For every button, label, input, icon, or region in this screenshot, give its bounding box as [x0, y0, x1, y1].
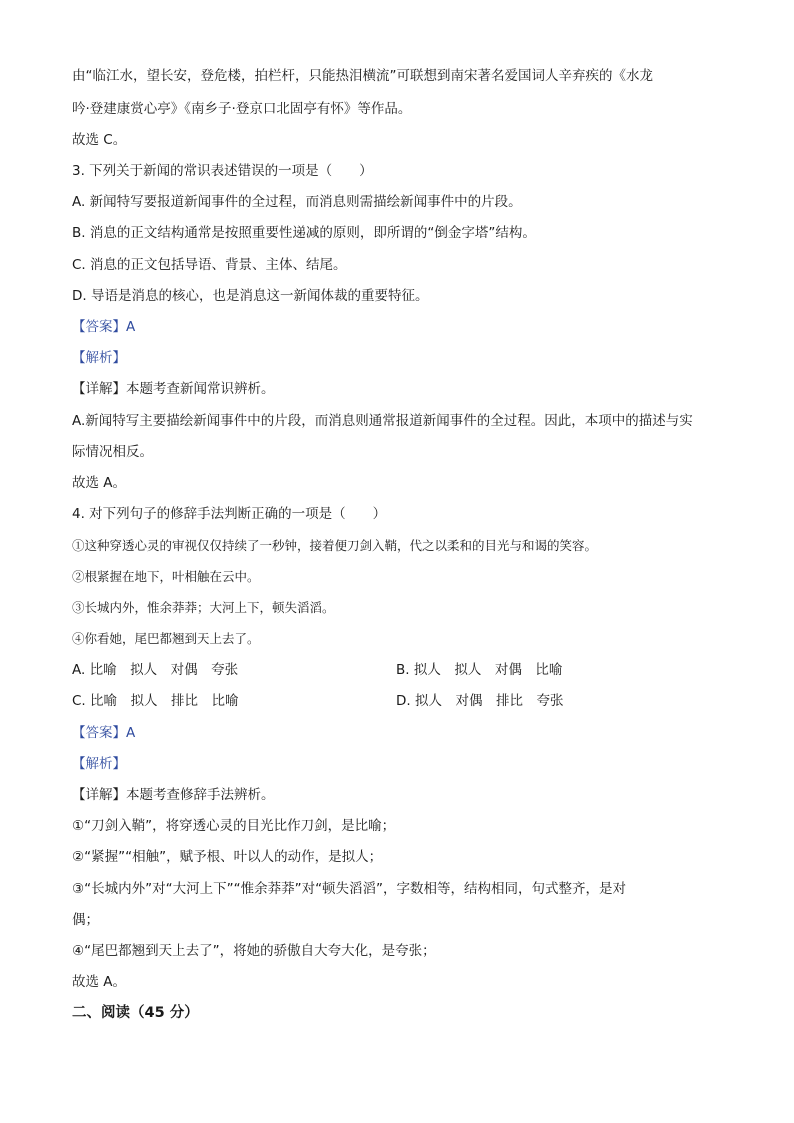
paragraph-line: 吟·登建康赏心亭》《南乡子·登京口北固亭有怀》等作品。 — [72, 101, 412, 117]
analysis-label: 【解析】 — [72, 350, 126, 366]
detail-line: ③“长城内外”对“大河上下”“惟余莽莽”对“顿失滔滔”，字数相等，结构相同，句式整齐，是对 — [72, 881, 627, 897]
question-3-stem: 3. 下列关于新闻的常识表述错误的一项是（ ） — [72, 163, 373, 179]
option-b: B. 拟人 拟人 对偶 比喻 — [396, 662, 563, 678]
section-heading: 二、阅读（45 分） — [72, 1005, 199, 1021]
option-d: D. 导语是消息的核心，也是消息这一新闻体裁的重要特征。 — [72, 288, 429, 304]
option-d: D. 拟人 对偶 排比 夸张 — [396, 693, 564, 709]
detail-line: ②“紧握”“相触”，赋予根、叶以人的动作，是拟人； — [72, 849, 383, 865]
detail-line: 【详解】本题考查修辞手法辨析。 — [72, 787, 275, 803]
sentence-1: ①这种穿透心灵的审视仅仅持续了一秒钟，接着便刀剑入鞘，代之以柔和的目光与和谒的笑容。 — [72, 538, 598, 553]
option-c: C. 比喻 拟人 排比 比喻 — [72, 693, 239, 709]
detail-line: 【详解】本题考查新闻常识辨析。 — [72, 381, 275, 397]
answer-label: 【答案】A — [72, 725, 136, 741]
detail-line: 际情况相反。 — [72, 444, 153, 460]
detail-line: A.新闻特写主要描绘新闻事件中的片段，而消息则通常报道新闻事件的全过程。因此，本项中的描述与实 — [72, 413, 693, 429]
option-a: A. 新闻特写要报道新闻事件的全过程，而消息则需描绘新闻事件中的片段。 — [72, 194, 522, 210]
option-b: B. 消息的正文结构通常是按照重要性递减的原则，即所谓的“倒金字塔”结构。 — [72, 225, 536, 241]
analysis-label: 【解析】 — [72, 756, 126, 772]
detail-line: ④“尾巴都翘到天上去了”，将她的骄傲自大夸大化，是夸张； — [72, 943, 436, 959]
conclusion-line: 故选 A。 — [72, 974, 127, 990]
option-c: C. 消息的正文包括导语、背景、主体、结尾。 — [72, 257, 347, 273]
sentence-2: ②根紧握在地下，叶相触在云中。 — [72, 569, 260, 584]
detail-line: ①“刀剑入鞘”，将穿透心灵的目光比作刀剑，是比喻； — [72, 818, 396, 834]
option-a: A. 比喻 拟人 对偶 夸张 — [72, 662, 239, 678]
sentence-4: ④你看她，尾巴都翘到天上去了。 — [72, 631, 260, 646]
conclusion-line: 故选 A。 — [72, 475, 127, 491]
paragraph-line: 由“临江水，望长安，登危楼，拍栏杆，只能热泪横流”可联想到南宋著名爱国词人辛弃疾的《水龙 — [72, 68, 653, 84]
answer-label: 【答案】A — [72, 319, 136, 335]
detail-line: 偶； — [72, 912, 99, 928]
question-4-stem: 4. 对下列句子的修辞手法判断正确的一项是（ ） — [72, 506, 387, 522]
sentence-3: ③长城内外，惟余莽莽；大河上下，顿失滔滔。 — [72, 600, 335, 615]
paragraph-line: 故选 C。 — [72, 132, 127, 148]
